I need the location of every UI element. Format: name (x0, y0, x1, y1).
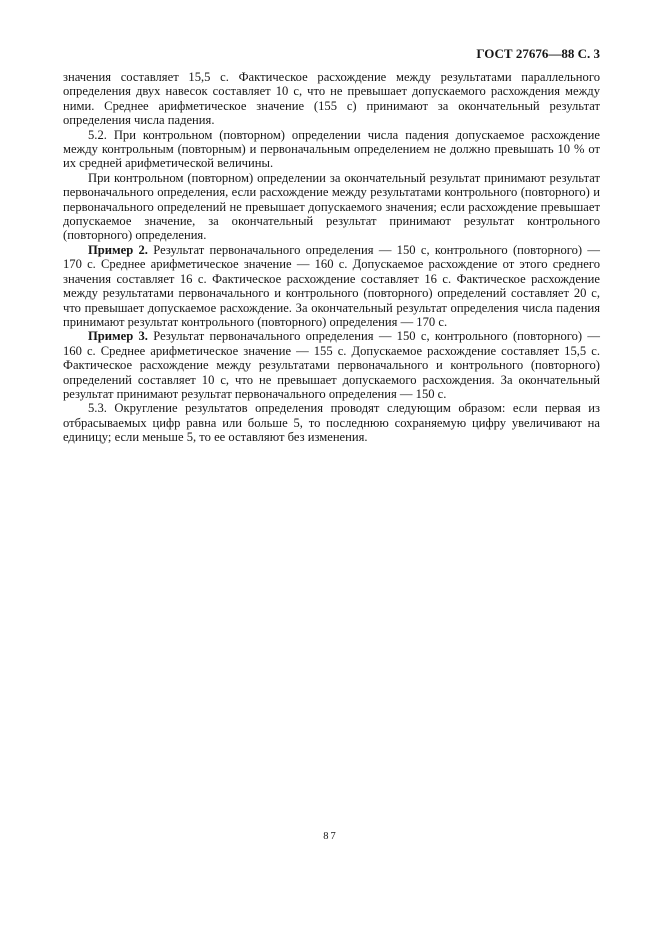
page-footer (0, 830, 661, 843)
paragraph-bold-prefix: Пример 3. (88, 329, 148, 344)
document-body (63, 70, 600, 445)
document-code: ГОСТ 27676—88 С. 3 (476, 46, 600, 61)
paragraph: Пример 3. Результат первоначального определения — 150 с, контрольного (повторного) — 160 с. Среднее арифметическое значение — 155 с. Допускаемое расхождение составляет 15,5 с. Фактическое расхождение между результатами первоначального и контрольного (повторного) определений составляет 10 с, что не превышает допускаемого расхождения. За окончательный результат принимают результат первоначального определения — 150 с. (63, 329, 600, 401)
paragraph: 5.3. Округление результатов определения проводят следующим образом: если первая из отбрасываемых цифр равна или больше 5, то последнюю сохраняемую цифру увеличивают на единицу; если меньше 5, то ее оставляют без изменения. (63, 401, 600, 445)
paragraph: Пример 2. Результат первоначального определения — 150 с, контрольного (повторного) — 170 с. Среднее арифметическое значение — 160 с. Допускаемое расхождение от этого среднего значения составляет 16 с. Фактическое расхождение составляет 16 с. Фактическое расхождение между результатами первоначального и контрольного (повторного) определений составляет 20 с, что превышает допускаемое расхождение. За окончательный результат определения числа падения принимают результат контрольного (повторного) определения — 170 с. (63, 242, 600, 329)
paragraph: При контрольном (повторном) определении за окончательный результат принимают результат первоначального определения, если расхождение между результатами контрольного (повторного) и первоначального определений не превышает допускаемого значения; если расхождение превышает допускаемое значение, за окончательный результат принимают результат контрольного (повторного) определения. (63, 170, 600, 243)
page-number: 87 (323, 831, 338, 842)
paragraph: значения составляет 15,5 с. Фактическое расхождение между результатами параллельного определения двух навесок составляет 10 с, что не превышает допускаемого расхождения между ними. Среднее арифметическое значение (155 с) принимают за окончательный результат определения числа падения. (63, 70, 600, 128)
paragraph-bold-prefix: Пример 2. (88, 242, 148, 257)
page-header (63, 46, 600, 62)
paragraph: 5.2. При контрольном (повторном) определении числа падения допускаемое расхождение между контрольным (повторным) и первоначальным определением не должно превышать 10 % от их средней арифметической величины. (63, 127, 600, 171)
